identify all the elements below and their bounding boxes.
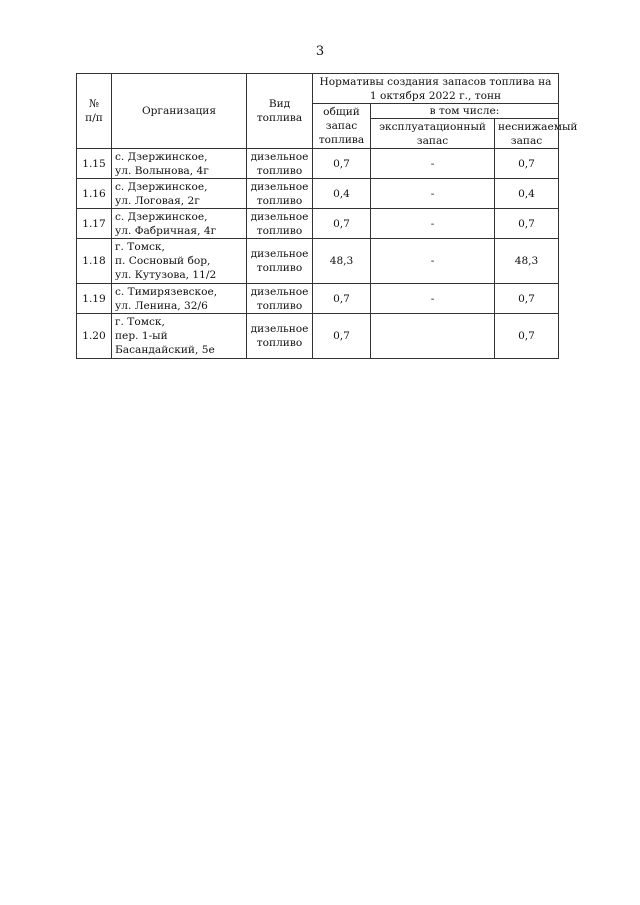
row-fuel-type (247, 314, 313, 359)
row-minimum-reserve: 0,7 (495, 209, 559, 239)
header-norms-line2: 1 октября 2022 г., тонн (369, 89, 502, 102)
header-number (77, 74, 112, 149)
org-line: пер. 1-ый (115, 330, 168, 342)
header-organization: Организация (112, 74, 247, 149)
fuel-line: топливо (256, 299, 303, 312)
org-line: Басандайский, 5е (115, 344, 215, 356)
row-operational-reserve: - (371, 179, 495, 209)
header-including: в том числе: (371, 104, 559, 119)
row-number: 1.19 (77, 284, 112, 314)
row-operational-reserve (371, 314, 495, 359)
row-operational-reserve: - (371, 149, 495, 179)
row-organization (112, 239, 247, 284)
org-line: с. Дзержинское, (115, 210, 208, 223)
header-total-line2: запас (325, 120, 358, 132)
row-fuel-type (247, 209, 313, 239)
row-total-reserve: 0,4 (313, 179, 371, 209)
table-row (77, 239, 559, 284)
row-total-reserve: 0,7 (313, 314, 371, 359)
header-number-line1: № (88, 98, 100, 110)
row-organization (112, 284, 247, 314)
row-total-reserve: 0,7 (313, 149, 371, 179)
org-line: п. Сосновый бор, (115, 255, 211, 267)
row-number: 1.17 (77, 209, 112, 239)
row-organization (112, 179, 247, 209)
row-minimum-reserve: 0,7 (495, 149, 559, 179)
header-fuel-type (247, 74, 313, 149)
row-total-reserve: 0,7 (313, 284, 371, 314)
row-organization (112, 314, 247, 359)
header-fuel-line2: топлива (256, 112, 303, 124)
org-line: с. Тимирязевское, (115, 285, 218, 298)
table-row (77, 209, 559, 239)
header-operational-reserve (371, 119, 495, 149)
row-number: 1.15 (77, 149, 112, 179)
table-row (77, 179, 559, 209)
fuel-line: дизельное (250, 248, 309, 260)
org-line: г. Томск, (115, 241, 165, 253)
fuel-line: дизельное (250, 323, 309, 335)
header-operational-line1: эксплуатационный (379, 120, 486, 133)
row-fuel-type (247, 239, 313, 284)
fuel-line: топливо (256, 164, 303, 177)
row-operational-reserve: - (371, 284, 495, 314)
fuel-line: дизельное (250, 150, 309, 163)
fuel-line: топливо (256, 262, 303, 274)
fuel-line: топливо (256, 337, 303, 349)
row-minimum-reserve: 0,7 (495, 284, 559, 314)
table-row (77, 314, 559, 359)
header-fuel-line1: Вид (268, 98, 291, 110)
row-fuel-type (247, 149, 313, 179)
header-norms (313, 74, 559, 104)
org-line: г. Томск, (115, 316, 165, 328)
row-number: 1.20 (77, 314, 112, 359)
row-number: 1.18 (77, 239, 112, 284)
row-organization (112, 149, 247, 179)
row-total-reserve: 0,7 (313, 209, 371, 239)
header-minimum-reserve (495, 119, 578, 149)
header-operational-line2: запас (416, 134, 449, 147)
row-operational-reserve: - (371, 209, 495, 239)
org-line: ул. Ленина, 32/6 (115, 299, 208, 312)
header-minimum-line1: неснижаемый (498, 120, 578, 133)
row-minimum-reserve: 48,3 (495, 239, 559, 284)
header-norms-line1: Нормативы создания запасов топлива на (319, 75, 552, 88)
org-line: ул. Волынова, 4г (115, 164, 209, 177)
table-row (77, 284, 559, 314)
row-minimum-reserve: 0,7 (495, 314, 559, 359)
row-total-reserve: 48,3 (313, 239, 371, 284)
table-row (77, 149, 559, 179)
header-minimum-line2: запас (510, 134, 543, 147)
fuel-line: дизельное (250, 180, 309, 193)
header-total-line1: общий (323, 106, 360, 118)
org-line: с. Дзержинское, (115, 180, 208, 193)
row-organization (112, 209, 247, 239)
fuel-line: топливо (256, 194, 303, 207)
row-minimum-reserve: 0,4 (495, 179, 559, 209)
org-line: с. Дзержинское, (115, 150, 208, 163)
page-number: 3 (315, 44, 325, 59)
fuel-line: дизельное (250, 285, 309, 298)
row-operational-reserve: - (371, 239, 495, 284)
header-total-reserve (313, 104, 371, 149)
fuel-line: дизельное (250, 210, 309, 223)
row-fuel-type (247, 284, 313, 314)
org-line: ул. Фабричная, 4г (115, 224, 217, 237)
fuel-line: топливо (256, 224, 303, 237)
org-line: ул. Логовая, 2г (115, 194, 200, 207)
header-number-line2: п/п (85, 112, 103, 124)
header-total-line3: топлива (318, 134, 365, 146)
fuel-reserve-norms-table (76, 73, 578, 359)
row-number: 1.16 (77, 179, 112, 209)
row-fuel-type (247, 179, 313, 209)
org-line: ул. Кутузова, 11/2 (115, 269, 217, 281)
